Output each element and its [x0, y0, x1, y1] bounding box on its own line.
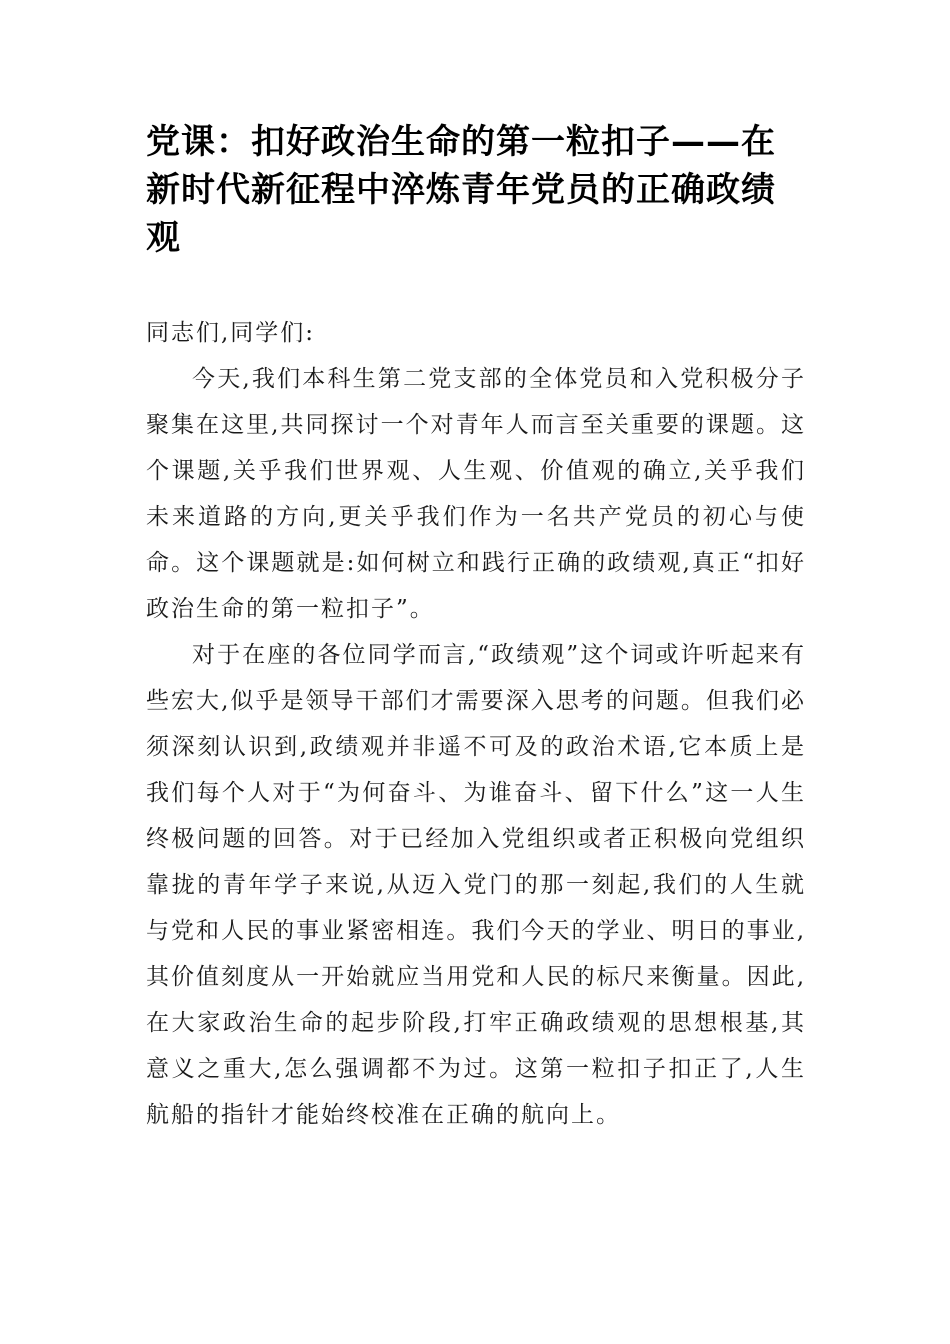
- paragraph-1: 今天,我们本科生第二党支部的全体党员和入党积极分子聚集在这里,共同探讨一个对青年人而言至关重要的课题。这个课题,关乎我们世界观、人生观、价值观的确立,关乎我们未来道路的方向,更关乎我们作为一名共产党员的初心与使命。这个课题就是:如何树立和践行正确的政绩观,真正“扣好政治生命的第一粒扣子”。: [146, 366, 806, 622]
- paragraph-2: 对于在座的各位同学而言,“政绩观”这个词或许听起来有些宏大,似乎是领导干部们才需要深入思考的问题。但我们必须深刻认识到,政绩观并非遥不可及的政治术语,它本质上是我们每个人对于“为何奋斗、为谁奋斗、留下什么”这一人生终极问题的回答。对于已经加入党组织或者正积极向党组织靠拢的青年学子来说,从迈入党门的那一刻起,我们的人生就与党和人民的事业紧密相连。我们今天的学业、明日的事业,其价值刻度从一开始就应当用党和人民的标尺来衡量。因此,在大家政治生命的起步阶段,打牢正确政绩观的思想根基,其意义之重大,怎么强调都不为过。这第一粒扣子扣正了,人生航船的指针才能始终校准在正确的航向上。: [146, 642, 806, 1128]
- document-body: [146, 310, 806, 1138]
- salutation: 同志们,同学们:: [146, 320, 316, 346]
- document-title: 党课：扣好政治生命的第一粒扣子——在新时代新征程中淬炼青年党员的正确政绩观: [146, 122, 776, 258]
